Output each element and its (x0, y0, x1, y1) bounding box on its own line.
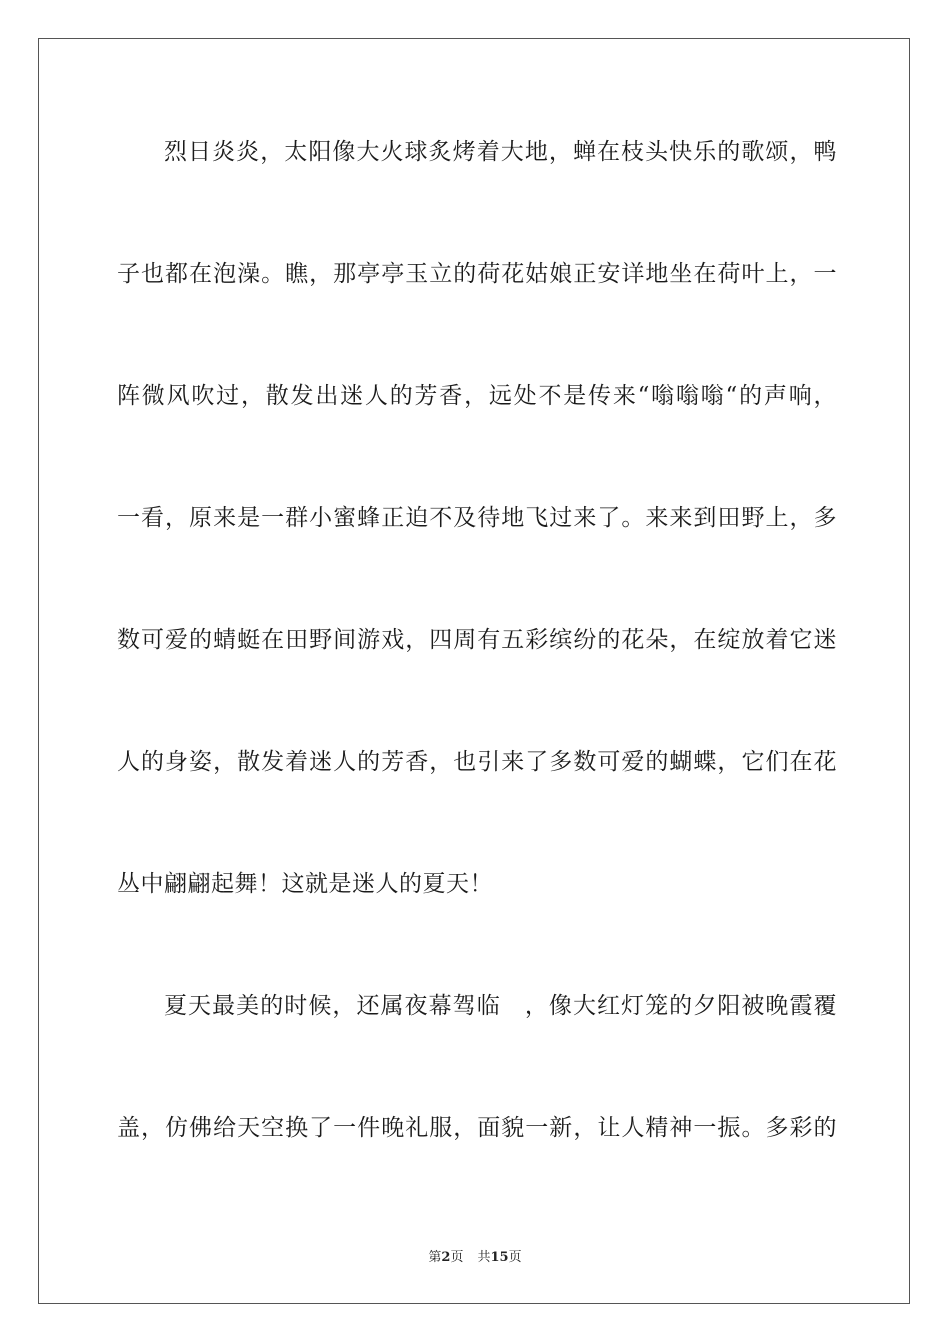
paragraph-1-line-2: 子也都在泡澡。瞧，那亭亭玉立的荷花姑娘正安详地坐在荷叶上，一 (117, 261, 837, 287)
total-pages: 15 (490, 1250, 509, 1265)
paragraph-1-line-1: 烈日炎炎，太阳像大火球炙烤着大地，蝉在枝头快乐的歌颂，鸭 (164, 139, 837, 165)
page-prefix: 第 (428, 1250, 442, 1265)
paragraph-1-line-4: 一看，原来是一群小蜜蜂正迫不及待地飞过来了。来来到田野上，多 (117, 505, 837, 531)
paragraph-1-line-3: 阵微风吹过，散发出迷人的芳香，远处不是传来“嗡嗡嗡“的声响， (117, 383, 837, 409)
page-suffix: 页 (450, 1250, 464, 1265)
paragraph-1-line-6: 人的身姿，散发着迷人的芳香，也引来了多数可爱的蝴蝶，它们在花 (117, 749, 837, 775)
paragraph-2-line-1: 夏天最美的时候，还属夜幕驾临 ，像大红灯笼的夕阳被晚霞覆 (164, 993, 837, 1019)
total-prefix: 共 (477, 1250, 491, 1265)
paragraph-1-line-5: 数可爱的蜻蜓在田野间游戏，四周有五彩缤纷的花朵，在绽放着它迷 (117, 627, 837, 653)
total-suffix: 页 (508, 1250, 522, 1265)
page-number: 2 (441, 1250, 451, 1265)
paragraph-1-line-7: 丛中翩翩起舞！这就是迷人的夏天！ (117, 871, 493, 897)
page-footer (0, 1246, 950, 1265)
paragraph-2-line-2: 盖，仿佛给天空换了一件晚礼服，面貌一新，让人精神一振。多彩的 (117, 1115, 837, 1141)
